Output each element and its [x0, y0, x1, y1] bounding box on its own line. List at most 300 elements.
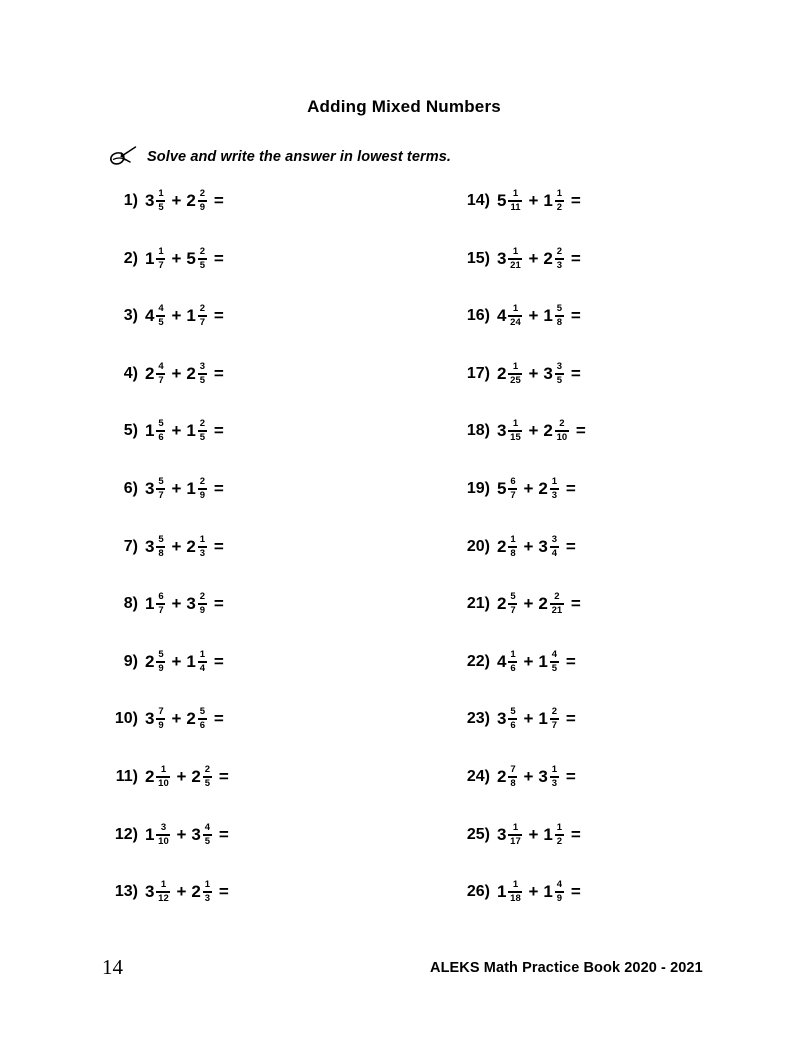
fraction-denominator: 7 [510, 489, 516, 501]
equals-sign: = [213, 709, 224, 729]
fraction-a [156, 362, 165, 386]
mixed-number-a [497, 534, 517, 560]
problem-number: 3) [123, 307, 138, 325]
fraction-denominator: 18 [510, 893, 521, 905]
whole-part: 2 [543, 248, 553, 268]
equals-sign: = [570, 363, 581, 383]
fraction-a [508, 880, 522, 904]
fraction-denominator: 10 [158, 777, 169, 789]
problem-row [456, 188, 586, 246]
whole-part: 1 [145, 594, 155, 614]
problem-number: 12) [114, 825, 138, 843]
plus-operator: + [523, 651, 534, 671]
fraction-denominator: 5 [204, 777, 211, 789]
whole-part: 3 [145, 478, 155, 498]
fraction-a [156, 419, 165, 443]
fraction-b [203, 880, 212, 904]
mixed-number-a [145, 822, 170, 848]
problem-row [104, 822, 229, 880]
fraction-numerator: 5 [556, 303, 563, 315]
fraction-numerator: 2 [556, 245, 563, 257]
fraction-numerator: 2 [199, 475, 206, 487]
problem-number: 17) [466, 364, 490, 382]
problem-expression [497, 246, 581, 272]
plus-operator: + [528, 824, 539, 844]
whole-part: 3 [497, 824, 507, 844]
plus-operator: + [171, 248, 182, 268]
fraction-denominator: 11 [510, 202, 521, 213]
problem-row [104, 879, 229, 937]
fraction-b [550, 535, 559, 559]
problem-row [456, 706, 586, 764]
problem-number: 4) [123, 364, 138, 382]
mixed-number-a [145, 764, 170, 790]
problem-expression [145, 879, 229, 905]
problem-number: 5) [123, 422, 138, 440]
equals-sign: = [570, 882, 581, 902]
problem-number: 1) [123, 192, 138, 209]
fraction-numerator: 1 [512, 879, 519, 891]
problem-number: 24) [466, 767, 490, 785]
whole-part: 2 [186, 363, 196, 383]
fraction-denominator: 12 [158, 893, 169, 905]
problem-row [456, 418, 586, 476]
fraction-b [555, 880, 564, 904]
fraction-numerator: 1 [160, 879, 167, 891]
fraction-a [508, 535, 517, 559]
fraction-numerator: 4 [204, 821, 211, 833]
mixed-number-b [543, 879, 563, 905]
fraction-b [198, 419, 207, 443]
fraction-b [555, 823, 564, 847]
fraction-denominator: 9 [199, 605, 206, 617]
mixed-number-b [186, 706, 206, 732]
fraction-denominator: 10 [556, 432, 568, 444]
whole-part: 1 [543, 306, 553, 326]
whole-part: 4 [497, 306, 507, 326]
fraction-denominator: 4 [551, 547, 558, 559]
mixed-number-b [186, 418, 206, 444]
fraction-numerator: 2 [204, 763, 211, 775]
equals-sign: = [218, 882, 229, 902]
fraction-a [156, 592, 165, 616]
mixed-number-a [497, 879, 522, 905]
mixed-number-b [186, 361, 206, 387]
equals-sign: = [565, 709, 576, 729]
equals-sign: = [565, 651, 576, 671]
problem-expression [145, 822, 229, 848]
fraction-numerator: 1 [512, 188, 519, 199]
mixed-number-b [538, 764, 558, 790]
problem-column-left [104, 188, 229, 937]
fraction-a [508, 650, 517, 674]
whole-part: 1 [186, 478, 196, 498]
plus-operator: + [528, 421, 539, 441]
equals-sign: = [213, 191, 224, 210]
fraction-b [555, 304, 564, 328]
equals-sign: = [213, 306, 224, 326]
problem-expression [497, 361, 581, 387]
fraction-denominator: 5 [199, 374, 206, 386]
mixed-number-b [186, 591, 206, 617]
fraction-a [508, 247, 522, 271]
fraction-b [198, 247, 207, 271]
fraction-denominator: 5 [158, 317, 164, 329]
fraction-numerator: 4 [551, 648, 558, 660]
fraction-a [508, 304, 522, 328]
fraction-denominator: 2 [556, 835, 563, 847]
problem-columns [0, 188, 808, 918]
equals-sign: = [565, 766, 576, 786]
fraction-b [203, 823, 212, 847]
plus-operator: + [528, 248, 539, 268]
plus-operator: + [523, 766, 534, 786]
equals-sign: = [575, 421, 586, 441]
problem-expression [497, 879, 581, 905]
fraction-numerator: 2 [199, 591, 206, 603]
fraction-b [550, 477, 559, 501]
fraction-b [555, 362, 564, 386]
problem-number: 26) [466, 883, 490, 901]
fraction-numerator: 1 [512, 360, 519, 372]
fraction-numerator: 5 [158, 648, 164, 660]
fraction-denominator: 5 [158, 202, 164, 213]
fraction-denominator: 3 [199, 547, 206, 559]
fraction-denominator: 9 [199, 489, 206, 501]
whole-part: 2 [538, 478, 548, 498]
quill-pen-icon [108, 145, 138, 169]
fraction-numerator: 2 [199, 303, 206, 315]
mixed-number-a [145, 706, 165, 732]
fraction-b [555, 247, 564, 271]
fraction-numerator: 1 [512, 245, 519, 257]
plus-operator: + [171, 594, 182, 614]
whole-part: 2 [186, 709, 196, 729]
whole-part: 1 [145, 824, 155, 844]
mixed-number-a [497, 649, 517, 675]
problem-number: 6) [123, 479, 138, 497]
mixed-number-b [538, 476, 558, 502]
fraction-numerator: 1 [551, 475, 558, 487]
problem-number: 7) [123, 537, 138, 555]
whole-part: 3 [538, 766, 548, 786]
problem-number: 20) [466, 537, 490, 555]
equals-sign: = [565, 478, 576, 498]
fraction-b [198, 304, 207, 328]
fraction-numerator: 1 [556, 188, 563, 199]
whole-part: 3 [538, 536, 548, 556]
equals-sign: = [213, 421, 224, 441]
problem-expression [497, 822, 581, 848]
fraction-numerator: 1 [160, 763, 167, 775]
equals-sign: = [213, 594, 224, 614]
whole-part: 3 [145, 536, 155, 556]
mixed-number-b [543, 418, 568, 444]
equals-sign: = [570, 248, 581, 268]
plus-operator: + [528, 363, 539, 383]
mixed-number-b [538, 706, 558, 732]
fraction-numerator: 1 [556, 821, 563, 833]
fraction-denominator: 7 [158, 489, 164, 501]
whole-part: 3 [186, 594, 196, 614]
fraction-a [508, 765, 517, 789]
plus-operator: + [528, 191, 539, 210]
mixed-number-b [186, 476, 206, 502]
problem-row [104, 303, 229, 361]
problem-row [104, 764, 229, 822]
whole-part: 3 [497, 421, 507, 441]
problem-expression [145, 188, 224, 214]
problem-expression [497, 706, 576, 732]
problem-number: 15) [466, 249, 490, 267]
page-title: Adding Mixed Numbers [307, 97, 501, 116]
fraction-denominator: 8 [556, 317, 563, 329]
plus-operator: + [171, 536, 182, 556]
mixed-number-b [538, 591, 563, 617]
mixed-number-b [186, 534, 206, 560]
plus-operator: + [176, 882, 187, 902]
fraction-numerator: 4 [158, 303, 164, 315]
fraction-numerator: 1 [512, 821, 519, 833]
mixed-number-b [538, 534, 558, 560]
whole-part: 2 [186, 191, 196, 210]
fraction-denominator: 3 [551, 777, 558, 789]
whole-part: 2 [543, 421, 553, 441]
whole-part: 3 [497, 709, 507, 729]
whole-part: 2 [145, 651, 155, 671]
problem-row [104, 188, 229, 246]
whole-part: 5 [497, 191, 507, 210]
whole-part: 5 [497, 478, 507, 498]
problem-row [104, 591, 229, 649]
fraction-numerator: 1 [204, 879, 211, 891]
fraction-numerator: 1 [199, 648, 206, 660]
fraction-a [156, 189, 165, 213]
equals-sign: = [570, 594, 581, 614]
fraction-b [550, 707, 559, 731]
fraction-numerator: 1 [510, 533, 516, 545]
fraction-denominator: 17 [510, 835, 521, 847]
fraction-denominator: 7 [510, 605, 516, 617]
fraction-numerator: 5 [510, 706, 516, 718]
fraction-denominator: 9 [556, 893, 563, 905]
fraction-denominator: 7 [158, 605, 164, 617]
fraction-a [508, 823, 522, 847]
fraction-denominator: 8 [510, 777, 516, 789]
problem-expression [497, 303, 581, 329]
mixed-number-a [497, 418, 522, 444]
fraction-denominator: 7 [158, 259, 164, 271]
problem-row [104, 361, 229, 419]
fraction-denominator: 6 [510, 720, 516, 732]
problem-column-right [456, 188, 586, 937]
problem-number: 18) [466, 422, 490, 440]
mixed-number-a [145, 303, 165, 329]
problem-row [456, 764, 586, 822]
fraction-a [508, 362, 522, 386]
problem-row [456, 822, 586, 880]
fraction-numerator: 1 [512, 418, 519, 430]
whole-part: 2 [145, 766, 155, 786]
problem-row [456, 649, 586, 707]
equals-sign: = [213, 363, 224, 383]
fraction-numerator: 6 [510, 475, 516, 487]
whole-part: 2 [186, 536, 196, 556]
whole-part: 1 [186, 306, 196, 326]
mixed-number-b [186, 303, 206, 329]
whole-part: 1 [186, 651, 196, 671]
mixed-number-b [543, 188, 563, 214]
plus-operator: + [171, 478, 182, 498]
problem-number: 2) [123, 249, 138, 267]
whole-part: 3 [543, 363, 553, 383]
mixed-number-b [186, 246, 206, 272]
whole-part: 1 [145, 248, 155, 268]
whole-part: 2 [191, 882, 201, 902]
equals-sign: = [213, 651, 224, 671]
mixed-number-a [145, 188, 165, 214]
fraction-denominator: 9 [199, 202, 206, 213]
problem-row [456, 361, 586, 419]
fraction-a [156, 247, 165, 271]
plus-operator: + [176, 766, 187, 786]
equals-sign: = [570, 191, 581, 210]
fraction-a [156, 650, 165, 674]
fraction-b [198, 477, 207, 501]
mixed-number-a [145, 476, 165, 502]
fraction-numerator: 3 [199, 360, 206, 372]
fraction-numerator: 2 [199, 188, 206, 199]
whole-part: 3 [497, 248, 507, 268]
problem-row [456, 303, 586, 361]
fraction-b [550, 765, 559, 789]
fraction-denominator: 9 [158, 662, 164, 674]
fraction-a [508, 707, 517, 731]
fraction-numerator: 1 [510, 648, 516, 660]
problem-expression [145, 418, 224, 444]
mixed-number-a [145, 418, 165, 444]
mixed-number-b [191, 822, 211, 848]
mixed-number-a [497, 822, 522, 848]
fraction-a [156, 535, 165, 559]
fraction-b [198, 189, 207, 213]
plus-operator: + [171, 709, 182, 729]
problem-row [104, 246, 229, 304]
fraction-denominator: 5 [551, 662, 558, 674]
mixed-number-a [145, 361, 165, 387]
fraction-denominator: 4 [199, 662, 206, 674]
mixed-number-b [186, 188, 206, 214]
fraction-numerator: 3 [160, 821, 167, 833]
problem-number: 14) [466, 192, 490, 209]
mixed-number-a [145, 879, 170, 905]
fraction-denominator: 5 [199, 432, 206, 444]
plus-operator: + [171, 421, 182, 441]
problem-row [456, 246, 586, 304]
whole-part: 3 [145, 191, 155, 210]
problem-number: 23) [466, 710, 490, 728]
problem-row [104, 476, 229, 534]
plus-operator: + [528, 882, 539, 902]
fraction-numerator: 6 [158, 591, 164, 603]
problem-expression [145, 764, 229, 790]
problem-row [104, 534, 229, 592]
fraction-denominator: 21 [551, 605, 563, 617]
fraction-b [198, 650, 207, 674]
fraction-b [198, 592, 207, 616]
fraction-numerator: 7 [510, 763, 516, 775]
problem-expression [497, 649, 576, 675]
fraction-a [156, 304, 165, 328]
fraction-b [555, 189, 564, 213]
fraction-numerator: 5 [158, 475, 164, 487]
problem-expression [145, 591, 224, 617]
instruction-row [108, 145, 451, 169]
mixed-number-b [543, 822, 563, 848]
fraction-numerator: 1 [199, 533, 206, 545]
problem-expression [497, 591, 581, 617]
fraction-denominator: 5 [199, 259, 206, 271]
problem-number: 19) [466, 479, 490, 497]
fraction-denominator: 2 [556, 202, 563, 213]
mixed-number-a [145, 534, 165, 560]
fraction-numerator: 1 [158, 188, 164, 199]
mixed-number-a [497, 246, 522, 272]
problem-row [456, 591, 586, 649]
whole-part: 3 [145, 882, 155, 902]
problem-expression [145, 361, 224, 387]
fraction-denominator: 3 [556, 259, 563, 271]
problem-row [104, 418, 229, 476]
fraction-numerator: 3 [551, 533, 558, 545]
footer-book-title: ALEKS Math Practice Book 2020 - 2021 [430, 960, 703, 976]
mixed-number-b [543, 361, 563, 387]
whole-part: 1 [543, 191, 553, 210]
mixed-number-b [191, 764, 211, 790]
fraction-numerator: 4 [556, 879, 563, 891]
fraction-denominator: 3 [551, 489, 558, 501]
whole-part: 1 [145, 421, 155, 441]
whole-part: 1 [538, 651, 548, 671]
problem-expression [497, 764, 576, 790]
mixed-number-b [538, 649, 558, 675]
fraction-numerator: 2 [551, 706, 558, 718]
fraction-a [508, 592, 517, 616]
problem-row [104, 706, 229, 764]
equals-sign: = [218, 766, 229, 786]
mixed-number-b [191, 879, 211, 905]
fraction-numerator: 7 [158, 706, 164, 718]
problem-number: 25) [466, 825, 490, 843]
equals-sign: = [565, 536, 576, 556]
fraction-denominator: 6 [510, 662, 516, 674]
plus-operator: + [171, 191, 182, 210]
fraction-numerator: 5 [199, 706, 206, 718]
footer-page-number: 14 [102, 955, 123, 979]
plus-operator: + [171, 306, 182, 326]
whole-part: 5 [186, 248, 196, 268]
fraction-numerator: 2 [199, 418, 206, 430]
whole-part: 2 [497, 363, 507, 383]
whole-part: 4 [497, 651, 507, 671]
fraction-denominator: 7 [158, 374, 164, 386]
plus-operator: + [523, 709, 534, 729]
plus-operator: + [171, 363, 182, 383]
equals-sign: = [213, 478, 224, 498]
plus-operator: + [523, 594, 534, 614]
problem-expression [497, 476, 576, 502]
fraction-denominator: 10 [158, 835, 169, 847]
